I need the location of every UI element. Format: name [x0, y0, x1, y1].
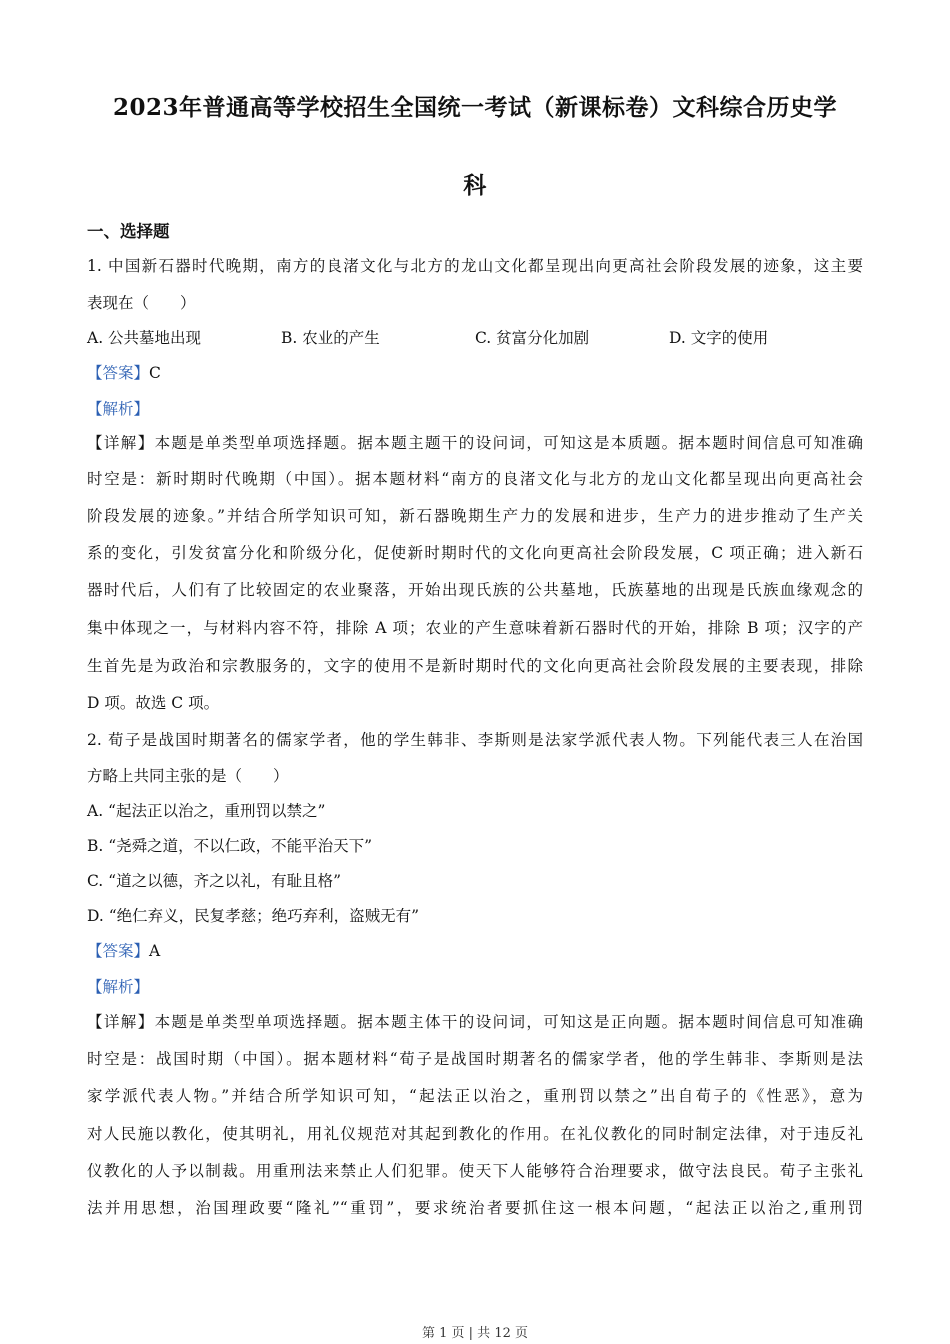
q1-option-d: D. 文字的使用	[669, 329, 769, 347]
q2-stem-line2: 方略上共同主张的是（ ）	[87, 767, 289, 785]
q2-option-b: B. “尧舜之道，不以仁政，不能平治天下”	[87, 837, 373, 855]
q2-detail-line: 仪教化的人予以制裁。用重刑法来禁止人们犯罪。使天下人能够符合治理要求，做守法良民。荀子主张礼	[87, 1162, 863, 1180]
q2-option-a: A. “起法正以治之，重刑罚以禁之”	[87, 802, 326, 820]
q2-stem-line1: 2. 荀子是战国时期著名的儒家学者，他的学生韩非、李斯则是法家学派代表人物。下列能代表三人在治国	[87, 731, 863, 749]
q1-detail-line: 阶段发展的迹象。”并结合所学知识可知，新石器晚期生产力的发展和进步，生产力的进步推动了生产关	[87, 507, 863, 525]
q1-detail-line1	[87, 431, 863, 455]
q2-detail-first: 本题是单类型单项选择题。据本题主体干的设问词，可知这是正向题。据本题时间信息可知准确	[154, 1013, 863, 1031]
q2-detail-line: 家学派代表人物。”并结合所学知识可知，“起法正以治之，重刑罚以禁之”出自荀子的《性恶》，意为	[87, 1087, 863, 1105]
q1-option-b: B. 农业的产生	[281, 329, 380, 347]
q1-detail-line: 集中体现之一，与材料内容不符，排除 A 项；农业的产生意味着新石器时代的开始，排除 B 项；汉字的产	[87, 619, 863, 637]
answer-tag: 【答案】	[87, 364, 150, 382]
q1-detail-first: 本题是单类型单项选择题。据本题主题干的设问词，可知这是本质题。据本题时间信息可知准确	[154, 434, 863, 452]
q1-option-a: A. 公共墓地出现	[87, 329, 202, 347]
detail-tag: 【详解】	[87, 1013, 155, 1031]
page-footer: 第 1 页 | 共 12 页	[422, 1326, 528, 1341]
detail-tag: 【详解】	[87, 434, 155, 452]
doc-title-line2: 科	[463, 172, 487, 199]
q1-detail-line: 系的变化，引发贫富分化和阶级分化，促使新时期时代的文化向更高社会阶段发展，C 项正确；进入新石	[87, 544, 863, 562]
answer-tag: 【答案】	[87, 942, 150, 960]
q1-detail-line: 生首先是为政治和宗教服务的，文字的使用不是新时期时代的文化向更高社会阶段发展的主要表现，排除	[87, 657, 863, 675]
q1-answer-value: C	[149, 364, 161, 382]
doc-title-line1: 2023年普通高等学校招生全国统一考试（新课标卷）文科综合历史学	[112, 94, 837, 121]
q1-detail-last: D 项。故选 C 项。	[87, 694, 220, 712]
q2-option-c: C. “道之以德，齐之以礼，有耻且格”	[87, 872, 342, 890]
q1-stem-line1: 1. 中国新石器时代晚期，南方的良渚文化与北方的龙山文化都呈现出向更高社会阶段发展的迹象，这主要	[87, 257, 863, 275]
q2-detail-line1	[87, 1010, 863, 1034]
q2-detail-line: 对人民施以教化，使其明礼，用礼仪规范对其起到教化的作用。在礼仪教化的同时制定法律，对于违反礼	[87, 1125, 863, 1143]
q1-detail-line: 时空是：新时期时代晚期（中国）。据本题材料“南方的良渚文化与北方的龙山文化都呈现出向更高社会	[87, 470, 863, 488]
q1-options	[87, 326, 863, 350]
q2-answer	[87, 939, 863, 963]
q1-detail-line: 器时代后，人们有了比较固定的农业聚落，开始出现氏族的公共墓地，氏族墓地的出现是氏族血缘观念的	[87, 581, 863, 599]
q1-stem-line2: 表现在（ ）	[87, 294, 196, 312]
q1-answer	[87, 361, 863, 385]
q2-option-d: D. “绝仁弃义，民复孝慈；绝巧弃利，盗贼无有”	[87, 907, 420, 925]
q2-answer-value: A	[149, 942, 161, 960]
q1-analysis-tag: 【解析】	[87, 400, 150, 418]
q1-option-c: C. 贫富分化加剧	[475, 329, 590, 347]
q2-detail-line: 时空是：战国时期（中国）。据本题材料“荀子是战国时期著名的儒家学者，他的学生韩非、李斯则是法	[87, 1050, 863, 1068]
section-heading: 一、选择题	[87, 222, 170, 241]
q2-detail-line: 法并用思想，治国理政要“隆礼”“重罚”，要求统治者要抓住这一根本问题，“起法正以治之,重刑罚	[87, 1199, 863, 1217]
q2-analysis-tag: 【解析】	[87, 978, 150, 996]
